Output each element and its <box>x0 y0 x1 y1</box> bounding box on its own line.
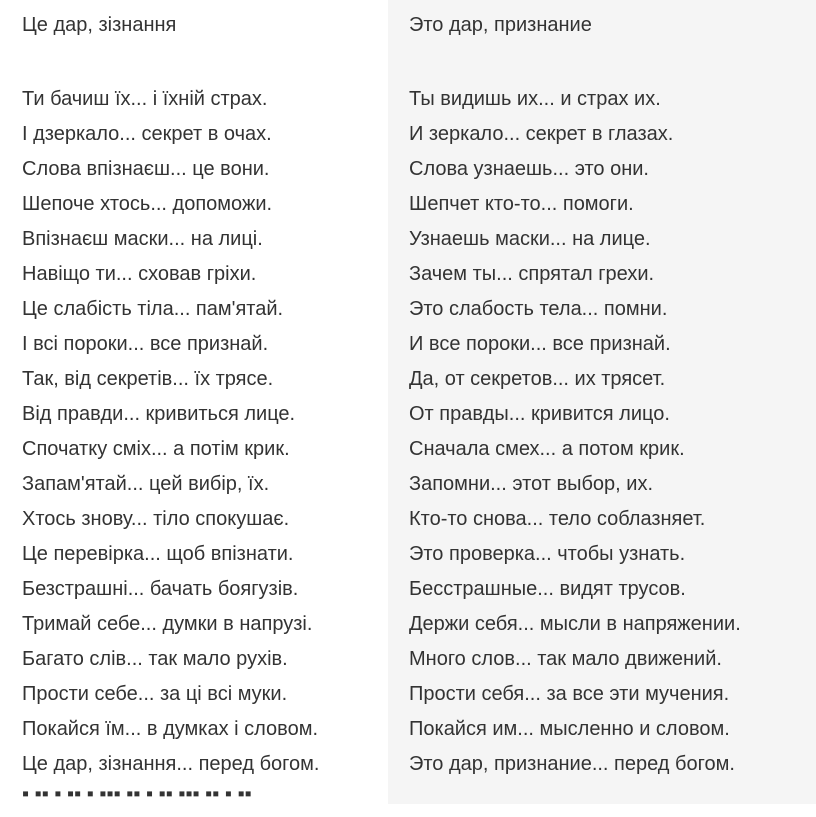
ukrainian-line: Це дар, зізнання... перед богом. <box>22 753 320 775</box>
russian-line: От правды... кривится лицо. <box>409 403 670 425</box>
russian-line: Да, от секретов... их трясет. <box>409 368 666 390</box>
ukrainian-line: Навіщо ти... сховав гріхи. <box>22 263 257 285</box>
ukrainian-line: Багато слів... так мало рухів. <box>22 648 288 670</box>
russian-line: Зачем ты... спрятал грехи. <box>409 263 655 285</box>
russian-line: И все пороки... все признай. <box>409 333 671 355</box>
russian-lines <box>409 82 741 782</box>
cut-off-text-line: ▪ ▪▪ ▪ ▪▪ ▪ ▪▪▪ ▪▪ ▪ ▪▪ ▪▪▪ ▪▪ ▪ ▪▪ <box>22 783 252 805</box>
ukrainian-line: Безстрашні... бачать боягузів. <box>22 578 299 600</box>
ukrainian-line: Хтось знову... тіло спокушає. <box>22 508 290 530</box>
russian-line: Ты видишь их... и страх их. <box>409 88 661 110</box>
ukrainian-line: Спочатку сміх... а потім крик. <box>22 438 290 460</box>
russian-title: Это дар, признание <box>409 14 592 36</box>
ukrainian-line: Шепоче хтось... допоможи. <box>22 193 273 215</box>
ukrainian-line: Слова впізнаєш... це вони. <box>22 158 270 180</box>
russian-line: Кто-то снова... тело соблазняет. <box>409 508 706 530</box>
ukrainian-line: Впізнаєш маски... на лиці. <box>22 228 263 250</box>
russian-line: Много слов... так мало движений. <box>409 648 722 670</box>
russian-line: Это слабость тела... помни. <box>409 298 668 320</box>
ukrainian-line: І дзеркало... секрет в очах. <box>22 123 272 145</box>
ukrainian-line: І всі пороки... все признай. <box>22 333 269 355</box>
russian-line: Это дар, признание... перед богом. <box>409 753 735 775</box>
russian-line: Шепчет кто-то... помоги. <box>409 193 634 215</box>
russian-line: Сначала смех... а потом крик. <box>409 438 685 460</box>
ukrainian-line: Тримай себе... думки в напрузі. <box>22 613 313 635</box>
russian-column <box>388 0 816 804</box>
russian-line: И зеркало... секрет в глазах. <box>409 123 674 145</box>
russian-line: Держи себя... мысли в напряжении. <box>409 613 741 635</box>
ukrainian-title: Це дар, зізнання <box>22 14 177 36</box>
ukrainian-line: Прости себе... за ці всі муки. <box>22 683 288 705</box>
ukrainian-line: Це перевірка... щоб впізнати. <box>22 543 294 565</box>
ukrainian-column <box>0 0 388 804</box>
russian-line: Это проверка... чтобы узнать. <box>409 543 686 565</box>
russian-line: Запомни... этот выбор, их. <box>409 473 653 495</box>
ukrainian-line: Від правди... кривиться лице. <box>22 403 296 425</box>
russian-line: Покайся им... мысленно и словом. <box>409 718 730 740</box>
ukrainian-line: Ти бачиш їх... і їхній страх. <box>22 88 268 110</box>
ukrainian-line: Покайся їм... в думках і словом. <box>22 718 318 740</box>
russian-line: Узнаешь маски... на лице. <box>409 228 651 250</box>
ukrainian-line: Запам'ятай... цей вибір, їх. <box>22 473 270 495</box>
ukrainian-lines <box>22 82 319 782</box>
russian-line: Прости себя... за все эти мучения. <box>409 683 730 705</box>
russian-line: Бесстрашные... видят трусов. <box>409 578 686 600</box>
ukrainian-line: Так, від секретів... їх трясе. <box>22 368 274 390</box>
russian-line: Слова узнаешь... это они. <box>409 158 649 180</box>
ukrainian-line: Це слабість тіла... пам'ятай. <box>22 298 284 320</box>
